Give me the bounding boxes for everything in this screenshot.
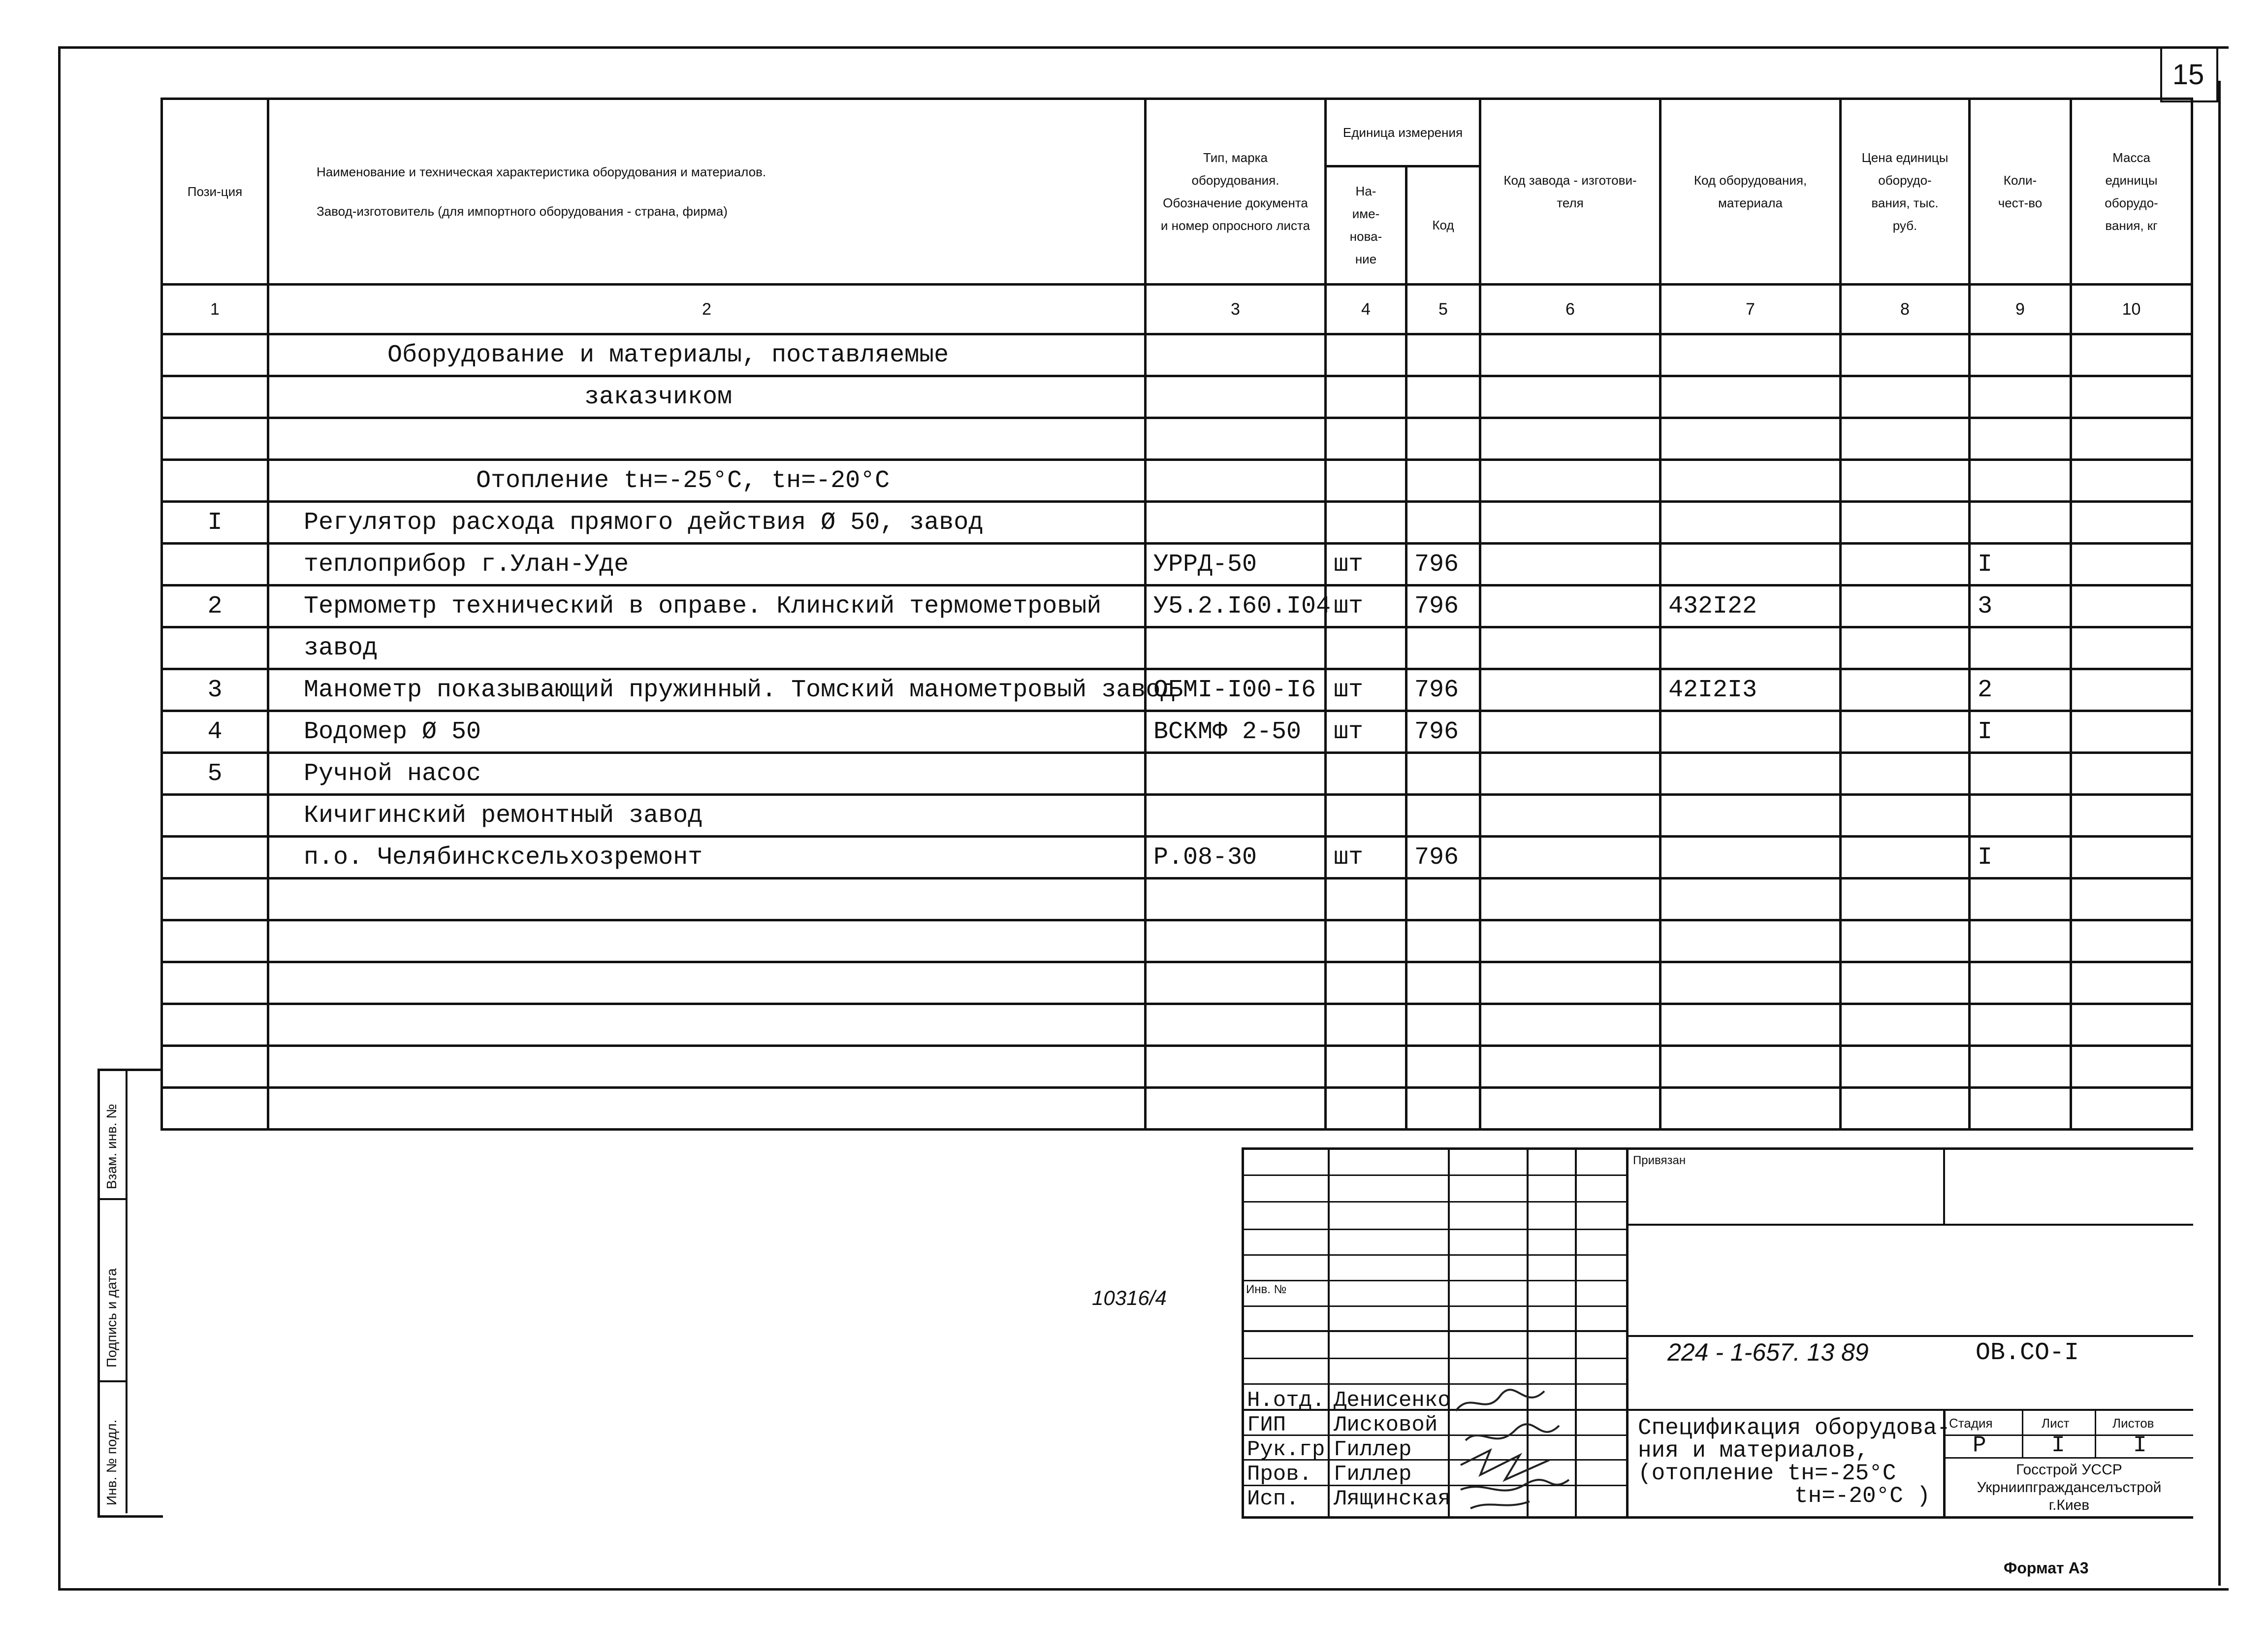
row-type: УРРД-50 <box>1146 544 1326 586</box>
row-equip-code <box>1661 376 1841 418</box>
row-name: Ручной насос <box>268 753 1146 795</box>
row-type <box>1146 1088 1326 1130</box>
row-mass <box>2071 962 2192 1004</box>
row-type <box>1146 334 1326 376</box>
header-unit-group: Единица измерения <box>1326 99 1480 166</box>
row-factory-code <box>1480 376 1661 418</box>
row-position: 5 <box>162 753 268 795</box>
row-qty <box>1970 376 2071 418</box>
row-unit-code <box>1406 334 1480 376</box>
table-row <box>162 334 2192 376</box>
row-name: Кичигинский ремонтный завод <box>268 795 1146 837</box>
col-num: 6 <box>1480 285 1661 334</box>
table-row <box>162 586 2192 627</box>
row-position <box>162 544 268 586</box>
row-qty <box>1970 334 2071 376</box>
row-unit-name <box>1326 418 1406 460</box>
row-mass <box>2071 460 2192 502</box>
side-replace-inv: Взам. инв. № <box>104 1104 119 1189</box>
header-qty: Коли-чест-во <box>1970 99 2071 285</box>
title-block <box>1242 1147 2193 1519</box>
sheet-value: I <box>2051 1433 2065 1458</box>
row-unit-name <box>1326 753 1406 795</box>
row-unit-code <box>1406 753 1480 795</box>
row-type <box>1146 920 1326 962</box>
table-row <box>162 669 2192 711</box>
row-factory-code <box>1480 627 1661 669</box>
table-row <box>162 627 2192 669</box>
signatures <box>1451 1381 1579 1514</box>
signer-3: Гиллер <box>1334 1437 1412 1462</box>
row-position <box>162 418 268 460</box>
row-unit-code: 796 <box>1406 669 1480 711</box>
role-5: Исп. <box>1247 1487 1299 1511</box>
row-factory-code <box>1480 418 1661 460</box>
row-equip-code <box>1661 837 1841 879</box>
row-equip-code <box>1661 962 1841 1004</box>
row-position <box>162 920 268 962</box>
row-unit-code <box>1406 418 1480 460</box>
row-equip-code <box>1661 795 1841 837</box>
table-row <box>162 376 2192 418</box>
stage-label: Стадия <box>1949 1416 1993 1431</box>
table-row <box>162 879 2192 920</box>
row-factory-code <box>1480 920 1661 962</box>
side-sign-date: Подпись и дата <box>104 1268 119 1368</box>
sheet-number: 15 <box>2172 59 2204 91</box>
row-equip-code <box>1661 879 1841 920</box>
header-name-line1: Наименование и техническая характеристика оборудования и материалов. <box>317 164 767 179</box>
row-position <box>162 376 268 418</box>
row-unit-code: 796 <box>1406 544 1480 586</box>
row-unit-code <box>1406 502 1480 544</box>
row-type <box>1146 502 1326 544</box>
row-unit-code <box>1406 879 1480 920</box>
row-equip-code <box>1661 502 1841 544</box>
col-num: 7 <box>1661 285 1841 334</box>
row-equip-code <box>1661 460 1841 502</box>
row-price <box>1841 1046 1970 1088</box>
row-price <box>1841 334 1970 376</box>
row-name: Термометр технический в оправе. Клинский термометровый <box>268 586 1146 627</box>
column-numbers-row <box>162 285 2192 334</box>
row-unit-code <box>1406 627 1480 669</box>
row-unit-code <box>1406 920 1480 962</box>
table-row <box>162 418 2192 460</box>
row-price <box>1841 837 1970 879</box>
format-label: Формат А3 <box>2004 1559 2089 1577</box>
header-pos: Пози-ция <box>162 99 268 285</box>
row-name: п.о. Челябинсксельхозремонт <box>268 837 1146 879</box>
row-factory-code <box>1480 795 1661 837</box>
row-price <box>1841 669 1970 711</box>
row-price <box>1841 544 1970 586</box>
table-row <box>162 502 2192 544</box>
col-num: 1 <box>162 285 268 334</box>
row-unit-name <box>1326 1088 1406 1130</box>
row-unit-name <box>1326 334 1406 376</box>
doc-code: 224 - 1-657. 13 89 <box>1667 1338 1869 1366</box>
row-name: заказчиком <box>268 376 1146 418</box>
row-type: ВСКМФ 2-50 <box>1146 711 1326 753</box>
row-equip-code <box>1661 1004 1841 1046</box>
sheets-label: Листов <box>2112 1416 2154 1431</box>
row-qty: I <box>1970 544 2071 586</box>
row-equip-code <box>1661 711 1841 753</box>
specification-table <box>160 98 2193 1131</box>
table-row <box>162 1046 2192 1088</box>
row-unit-code: 796 <box>1406 837 1480 879</box>
row-type: ОБМI-I00-I6 <box>1146 669 1326 711</box>
row-mass <box>2071 753 2192 795</box>
row-position <box>162 1004 268 1046</box>
header-name-line2: Завод-изготовитель (для импортного оборудования - страна, фирма) <box>317 204 728 219</box>
row-qty: 2 <box>1970 669 2071 711</box>
row-qty <box>1970 418 2071 460</box>
row-qty <box>1970 1046 2071 1088</box>
row-type <box>1146 376 1326 418</box>
row-mass <box>2071 795 2192 837</box>
row-price <box>1841 962 1970 1004</box>
side-cell-replace <box>100 1071 128 1200</box>
side-cell-sign <box>100 1200 128 1382</box>
row-qty <box>1970 1088 2071 1130</box>
signer-5: Лящинская <box>1334 1487 1451 1511</box>
side-inv-orig: Инв. № подл. <box>104 1419 119 1505</box>
row-mass <box>2071 502 2192 544</box>
sheets-value: I <box>2133 1433 2147 1458</box>
row-type <box>1146 879 1326 920</box>
row-unit-name: шт <box>1326 586 1406 627</box>
row-price <box>1841 1088 1970 1130</box>
row-unit-name <box>1326 627 1406 669</box>
role-4: Пров. <box>1247 1462 1312 1487</box>
row-price <box>1841 418 1970 460</box>
role-list <box>1247 1388 1325 1511</box>
row-name <box>268 879 1146 920</box>
row-price <box>1841 879 1970 920</box>
table-row <box>162 795 2192 837</box>
row-mass <box>2071 669 2192 711</box>
row-name <box>268 1004 1146 1046</box>
row-unit-name <box>1326 1004 1406 1046</box>
table-row <box>162 544 2192 586</box>
org-line2: Укрниипгражданселъстрой <box>1977 1479 2162 1496</box>
row-factory-code <box>1480 1004 1661 1046</box>
row-position <box>162 962 268 1004</box>
row-position <box>162 879 268 920</box>
row-name: Отопление tн=-25°C, tн=-20°C <box>268 460 1146 502</box>
row-price <box>1841 920 1970 962</box>
row-unit-name <box>1326 879 1406 920</box>
row-unit-name <box>1326 460 1406 502</box>
col-num: 3 <box>1146 285 1326 334</box>
row-qty: 3 <box>1970 586 2071 627</box>
row-name: Манометр показывающий пружинный. Томский манометровый завод <box>268 669 1146 711</box>
header-unit-name: На-име-нова-ние <box>1326 166 1406 284</box>
row-unit-name: шт <box>1326 837 1406 879</box>
row-position: 4 <box>162 711 268 753</box>
row-type <box>1146 962 1326 1004</box>
row-factory-code <box>1480 879 1661 920</box>
row-factory-code <box>1480 753 1661 795</box>
row-equip-code <box>1661 627 1841 669</box>
archive-number: 10316/4 <box>1092 1286 1167 1309</box>
row-mass <box>2071 879 2192 920</box>
row-unit-code <box>1406 1088 1480 1130</box>
row-qty <box>1970 502 2071 544</box>
doc-title-line3: (отопление tн=-25°C <box>1638 1461 1896 1486</box>
header-row <box>162 99 2192 166</box>
row-factory-code <box>1480 1046 1661 1088</box>
doc-title-line1: Спецификация оборудова- <box>1638 1415 1950 1441</box>
row-mass <box>2071 1046 2192 1088</box>
row-qty: I <box>1970 711 2071 753</box>
row-name <box>268 1046 1146 1088</box>
row-type <box>1146 795 1326 837</box>
row-qty <box>1970 460 2071 502</box>
row-unit-name <box>1326 962 1406 1004</box>
row-name: завод <box>268 627 1146 669</box>
stage-value: Р <box>1973 1433 1986 1458</box>
row-equip-code <box>1661 920 1841 962</box>
row-name <box>268 920 1146 962</box>
row-equip-code: 432I22 <box>1661 586 1841 627</box>
signer-2: Лисковой <box>1334 1413 1438 1437</box>
row-equip-code <box>1661 1046 1841 1088</box>
row-factory-code <box>1480 460 1661 502</box>
row-factory-code <box>1480 502 1661 544</box>
role-3: Рук.гр <box>1247 1437 1325 1462</box>
row-price <box>1841 502 1970 544</box>
row-name <box>268 962 1146 1004</box>
inv-no-label: Инв. № <box>1246 1283 1287 1296</box>
row-equip-code <box>1661 753 1841 795</box>
row-type <box>1146 460 1326 502</box>
row-qty <box>1970 627 2071 669</box>
row-position <box>162 460 268 502</box>
doc-title <box>1638 1417 1950 1507</box>
col-num: 4 <box>1326 285 1406 334</box>
name-list <box>1334 1388 1451 1511</box>
row-equip-code <box>1661 544 1841 586</box>
header-factory-code: Код завода - изготови-теля <box>1480 99 1661 285</box>
table-row <box>162 753 2192 795</box>
row-mass <box>2071 1004 2192 1046</box>
col-num: 5 <box>1406 285 1480 334</box>
header-mass: Масса единицы оборудо-вания, кг <box>2071 99 2192 285</box>
row-qty <box>1970 795 2071 837</box>
row-position: 3 <box>162 669 268 711</box>
row-type <box>1146 627 1326 669</box>
row-unit-name <box>1326 920 1406 962</box>
table-row <box>162 962 2192 1004</box>
row-price <box>1841 586 1970 627</box>
row-position <box>162 1046 268 1088</box>
row-position <box>162 1088 268 1130</box>
row-price <box>1841 460 1970 502</box>
row-mass <box>2071 544 2192 586</box>
row-type <box>1146 418 1326 460</box>
row-equip-code <box>1661 1088 1841 1130</box>
row-factory-code <box>1480 586 1661 627</box>
row-qty <box>1970 962 2071 1004</box>
row-qty: I <box>1970 837 2071 879</box>
row-factory-code <box>1480 962 1661 1004</box>
row-position <box>162 837 268 879</box>
role-2: ГИП <box>1247 1413 1286 1437</box>
row-mass <box>2071 376 2192 418</box>
sheet-code: ОВ.СО-I <box>1976 1339 2079 1367</box>
col-num: 9 <box>1970 285 2071 334</box>
row-equip-code <box>1661 334 1841 376</box>
header-unit-code: Код <box>1406 166 1480 284</box>
doc-title-line2: ния и материалов, <box>1638 1438 1869 1464</box>
row-type <box>1146 1004 1326 1046</box>
row-name: Регулятор расхода прямого действия Ø 50, завод <box>268 502 1146 544</box>
row-mass <box>2071 418 2192 460</box>
row-mass <box>2071 837 2192 879</box>
row-qty <box>1970 753 2071 795</box>
side-stamp <box>97 1069 163 1518</box>
row-factory-code <box>1480 837 1661 879</box>
table-row <box>162 837 2192 879</box>
row-type: Р.08-30 <box>1146 837 1326 879</box>
row-unit-code: 796 <box>1406 586 1480 627</box>
row-factory-code <box>1480 1088 1661 1130</box>
row-unit-code <box>1406 795 1480 837</box>
header-equip-code: Код оборудования, материала <box>1661 99 1841 285</box>
row-mass <box>2071 920 2192 962</box>
row-price <box>1841 711 1970 753</box>
row-unit-name: шт <box>1326 669 1406 711</box>
signer-4: Гиллер <box>1334 1462 1412 1487</box>
drawing-frame-right <box>2218 81 2221 1586</box>
row-qty <box>1970 920 2071 962</box>
row-name <box>268 1088 1146 1130</box>
row-type <box>1146 753 1326 795</box>
row-position <box>162 627 268 669</box>
signer-1: Денисенко <box>1334 1388 1451 1413</box>
linked-label: Привязан <box>1633 1154 1686 1167</box>
organization <box>1945 1461 2193 1514</box>
row-price <box>1841 627 1970 669</box>
header-name <box>268 99 1146 285</box>
row-unit-code <box>1406 1004 1480 1046</box>
row-factory-code <box>1480 544 1661 586</box>
row-price <box>1841 376 1970 418</box>
org-line3: г.Киев <box>2048 1497 2090 1513</box>
row-price <box>1841 753 1970 795</box>
doc-title-line4: tн=-20°C ) <box>1794 1483 1931 1509</box>
table-body <box>162 334 2192 1130</box>
row-factory-code <box>1480 711 1661 753</box>
row-name: теплоприбор г.Улан-Уде <box>268 544 1146 586</box>
row-position: 2 <box>162 586 268 627</box>
row-qty <box>1970 1004 2071 1046</box>
table-row <box>162 920 2192 962</box>
row-unit-name <box>1326 502 1406 544</box>
row-unit-code <box>1406 460 1480 502</box>
row-unit-code <box>1406 376 1480 418</box>
row-equip-code: 42I2I3 <box>1661 669 1841 711</box>
sheet-label: Лист <box>2042 1416 2070 1431</box>
row-mass <box>2071 1088 2192 1130</box>
table-row <box>162 1004 2192 1046</box>
row-type: У5.2.I60.I04 <box>1146 586 1326 627</box>
col-num: 8 <box>1841 285 1970 334</box>
row-factory-code <box>1480 669 1661 711</box>
row-type <box>1146 1046 1326 1088</box>
row-mass <box>2071 711 2192 753</box>
row-equip-code <box>1661 418 1841 460</box>
header-type: Тип, марка оборудования. Обозначение документа и номер опросного листа <box>1146 99 1326 285</box>
row-position <box>162 795 268 837</box>
row-factory-code <box>1480 334 1661 376</box>
row-position <box>162 334 268 376</box>
row-qty <box>1970 879 2071 920</box>
row-price <box>1841 1004 1970 1046</box>
col-num: 2 <box>268 285 1146 334</box>
row-position: I <box>162 502 268 544</box>
role-1: Н.отд. <box>1247 1388 1325 1413</box>
row-name: Оборудование и материалы, поставляемые <box>268 334 1146 376</box>
col-num: 10 <box>2071 285 2192 334</box>
row-unit-code <box>1406 1046 1480 1088</box>
row-mass <box>2071 334 2192 376</box>
side-cell-inv <box>100 1382 128 1513</box>
row-name <box>268 418 1146 460</box>
row-unit-name: шт <box>1326 711 1406 753</box>
header-price: Цена единицы оборудо-вания, тыс. руб. <box>1841 99 1970 285</box>
row-unit-code: 796 <box>1406 711 1480 753</box>
row-unit-name <box>1326 376 1406 418</box>
row-mass <box>2071 627 2192 669</box>
row-unit-name <box>1326 1046 1406 1088</box>
row-name: Водомер Ø 50 <box>268 711 1146 753</box>
table-row <box>162 1088 2192 1130</box>
row-price <box>1841 795 1970 837</box>
row-unit-code <box>1406 962 1480 1004</box>
row-unit-name <box>1326 795 1406 837</box>
org-line1: Госстрой УССР <box>2016 1462 2122 1478</box>
table-row <box>162 711 2192 753</box>
row-unit-name: шт <box>1326 544 1406 586</box>
table-row <box>162 460 2192 502</box>
row-mass <box>2071 586 2192 627</box>
